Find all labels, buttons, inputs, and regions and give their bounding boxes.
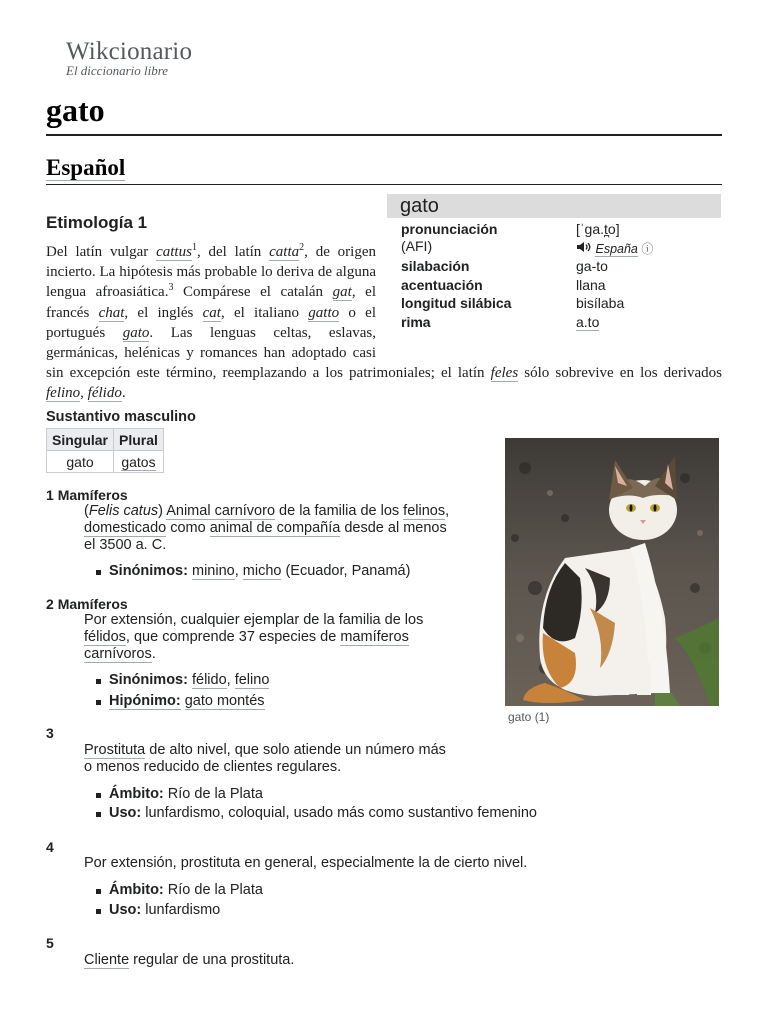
infobox-label: acentuación [401, 276, 483, 293]
image-caption: gato (1) [508, 710, 550, 724]
term-link[interactable]: Prostituta [84, 742, 146, 758]
info-icon[interactable]: ⓘ [641, 242, 654, 256]
table-header: Plural [114, 429, 164, 451]
term-link[interactable]: Animal carnívoro [166, 503, 276, 519]
infobox-value: llana [576, 276, 606, 293]
footnote-ref[interactable]: 1 [191, 242, 197, 253]
definition-5-text: Cliente regular de una prostituta. [84, 952, 295, 968]
rhyme-link[interactable]: a.to [576, 313, 600, 330]
cognate-link[interactable]: gato [122, 324, 150, 341]
usage-item: Uso: lunfardismo, coloquial, usado más como sustantivo femenino [96, 805, 524, 821]
term-link[interactable]: carnívoros [84, 646, 152, 662]
definition-5-label: 5 [46, 935, 54, 951]
definition-4-label: 4 [46, 839, 54, 855]
usage-item: Uso: lunfardismo [96, 902, 207, 918]
audio-region-label[interactable]: España [595, 242, 638, 256]
page-title: gato [46, 92, 105, 128]
synonym-link[interactable]: micho [242, 563, 282, 579]
table-cell: gato [47, 451, 114, 473]
footnote-ref[interactable]: 2 [299, 242, 305, 253]
term-link[interactable]: félidos [84, 629, 126, 645]
etymology-heading: Etimología 1 [46, 213, 148, 232]
hyponym-item [96, 693, 265, 709]
infobox-value: ga-to [576, 258, 608, 274]
definition-4-text: Por extensión, prostituta en general, especialmente la de cierto nivel. [84, 855, 528, 871]
scope-item: Ámbito: Río de la Plata [96, 786, 250, 802]
language-heading: Español [46, 155, 126, 180]
etymology-paragraph: Del latín vulgar cattus$^1$, del latín catta$^2$, de origen incierto. La hipótesis más probable lo deriva de alguna lengua afroasiática.$^3$ Compárese el catalán gat, el francés chat, el inglés cat, el italiano gatto o el portugués gato. Las lenguas celtas, eslavas, germánicas, helénicas y romances han adoptado casi sin excepción este término, reemplazando a los patrimoniales; el latín feles sólo sobrevive en los derivados felino, félido. [46, 242, 722, 402]
cognate-link[interactable]: cat [202, 304, 221, 321]
definition-1-label: 1 Mamíferos [46, 487, 128, 503]
site-logo-title[interactable]: Wikcionario [66, 38, 193, 65]
etymon-link[interactable]: cattus [156, 244, 192, 260]
pronunciation-label: pronunciación [401, 221, 498, 237]
infobox-label: longitud silábica [401, 295, 512, 312]
cat-photo[interactable] [505, 438, 719, 706]
hyponym-label-link[interactable]: Hipónimo: [109, 693, 181, 709]
term-link[interactable]: animal de compañía [209, 520, 341, 536]
etymon-link[interactable]: feles [490, 365, 519, 382]
definition-3-label: 3 [46, 725, 54, 741]
infobox-title: gato [387, 194, 721, 218]
synonyms-item: Sinónimos: félido, felino [96, 672, 256, 688]
term-link[interactable]: Cliente [84, 952, 130, 968]
site-tagline: El diccionario libre [66, 63, 169, 78]
afi-label[interactable]: (AFI) [401, 238, 433, 254]
cognate-link[interactable]: gat [332, 284, 352, 301]
term-link[interactable]: mamíferos [340, 629, 409, 645]
hyponym-link[interactable]: gato montés [184, 693, 265, 709]
cognate-link[interactable]: gatto [308, 304, 340, 321]
language-divider [46, 184, 722, 185]
inflection-table [46, 428, 164, 473]
pronunciation-value: [ˈɡa.t̪o] [576, 221, 620, 237]
definition-3-text: Prostituta de alto nivel, que solo atiende un número más o menos reducido de clientes regulares. [84, 742, 446, 775]
term-link[interactable]: felinos [403, 503, 446, 519]
derived-link[interactable]: felino [46, 385, 81, 402]
table-header: Singular [47, 429, 114, 451]
infobox-label: rima [401, 313, 431, 330]
infobox-value: bisílaba [576, 295, 625, 312]
definition-1-text: (Felis catus) Animal carnívoro de la familia de los felinos, domesticado como animal de compañía desde al menos el 3500 a. C. [84, 503, 450, 553]
synonym-link[interactable]: minino [191, 563, 235, 579]
etymon-link[interactable]: catta [269, 244, 300, 260]
synonym-link[interactable]: felino [234, 672, 270, 688]
infobox-spacer [382, 242, 722, 355]
footnote-ref[interactable]: 3 [168, 282, 174, 294]
scope-item: Ámbito: Río de la Plata [96, 882, 250, 898]
derived-link[interactable]: félido [87, 385, 122, 402]
synonyms-item: Sinónimos: minino, micho (Ecuador, Panamá) [96, 563, 397, 579]
synonym-link[interactable]: félido [191, 672, 227, 688]
cognate-link[interactable]: chat [98, 304, 125, 321]
definition-2-text: Por extensión, cualquier ejemplar de la familia de los félidos, que comprende 37 especies de mamíferos carnívoros. [84, 612, 424, 662]
table-cell[interactable]: gatos [114, 451, 164, 473]
pos-heading: Sustantivo masculino [46, 409, 196, 425]
term-link[interactable]: domesticado [84, 520, 167, 536]
definition-2-label: 2 Mamíferos [46, 596, 128, 612]
title-divider [46, 134, 722, 136]
infobox-label: silabación [401, 258, 470, 274]
